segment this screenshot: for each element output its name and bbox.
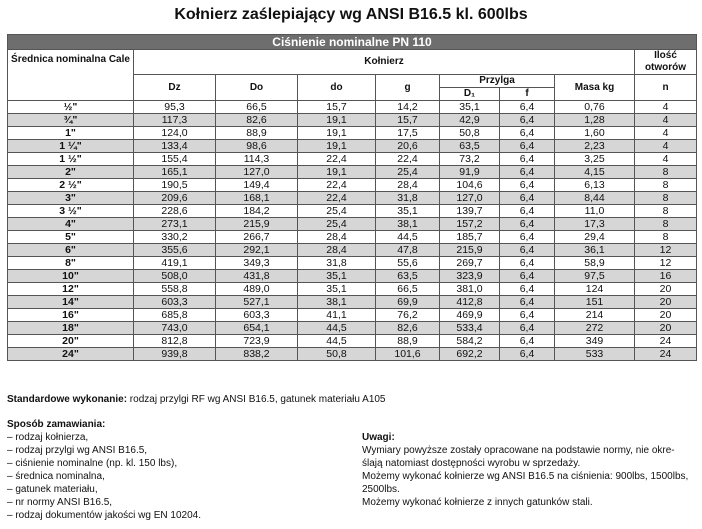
cell-f: 6,4 bbox=[500, 283, 555, 296]
ordering-item: – nr normy ANSI B16.5, bbox=[7, 497, 113, 508]
table-row bbox=[8, 322, 697, 335]
ordering-item: – rodzaj przylgi wg ANSI B16.5, bbox=[7, 445, 148, 456]
header-mass: Masa kg bbox=[555, 75, 635, 101]
cell-dz: 165,1 bbox=[134, 166, 216, 179]
cell-do: 88,9 bbox=[216, 127, 298, 140]
cell-masa: 8,44 bbox=[555, 192, 635, 205]
cell-dd: 22,4 bbox=[298, 179, 376, 192]
table-row bbox=[8, 114, 697, 127]
standard-text: rodzaj przylgi RF wg ANSI B16.5, gatunek materiału A105 bbox=[127, 394, 386, 405]
cell-masa: 124 bbox=[555, 283, 635, 296]
cell-dz: 812,8 bbox=[134, 335, 216, 348]
cell-dd: 22,4 bbox=[298, 153, 376, 166]
cell-dz: 228,6 bbox=[134, 205, 216, 218]
header-flange: Kołnierz bbox=[134, 50, 635, 75]
cell-do: 431,8 bbox=[216, 270, 298, 283]
cell-d1: 215,9 bbox=[440, 244, 500, 257]
cell-f: 6,4 bbox=[500, 231, 555, 244]
cell-g: 15,7 bbox=[376, 114, 440, 127]
cell-size: 4" bbox=[8, 218, 134, 231]
cell-dz: 330,2 bbox=[134, 231, 216, 244]
cell-f: 6,4 bbox=[500, 166, 555, 179]
cell-size: 20" bbox=[8, 335, 134, 348]
ordering-item: – rodzaj dokumentów jakości wg EN 10204. bbox=[7, 510, 201, 521]
cell-d1: 185,7 bbox=[440, 231, 500, 244]
cell-g: 14,2 bbox=[376, 101, 440, 114]
cell-dz: 508,0 bbox=[134, 270, 216, 283]
table-row bbox=[8, 335, 697, 348]
cell-masa: 2,23 bbox=[555, 140, 635, 153]
cell-dz: 273,1 bbox=[134, 218, 216, 231]
cell-do: 114,3 bbox=[216, 153, 298, 166]
cell-dd: 28,4 bbox=[298, 231, 376, 244]
cell-g: 25,4 bbox=[376, 166, 440, 179]
cell-d1: 692,2 bbox=[440, 348, 500, 361]
cell-g: 101,6 bbox=[376, 348, 440, 361]
cell-do: 168,1 bbox=[216, 192, 298, 205]
cell-g: 55,6 bbox=[376, 257, 440, 270]
cell-g: 31,8 bbox=[376, 192, 440, 205]
cell-size: 14" bbox=[8, 296, 134, 309]
cell-size: ¾" bbox=[8, 114, 134, 127]
cell-masa: 0,76 bbox=[555, 101, 635, 114]
cell-g: 28,4 bbox=[376, 179, 440, 192]
cell-size: 3 ½" bbox=[8, 205, 134, 218]
cell-d1: 73,2 bbox=[440, 153, 500, 166]
cell-masa: 97,5 bbox=[555, 270, 635, 283]
cell-n: 20 bbox=[635, 283, 697, 296]
cell-f: 6,4 bbox=[500, 218, 555, 231]
cell-do: 149,4 bbox=[216, 179, 298, 192]
cell-do: 654,1 bbox=[216, 322, 298, 335]
cell-size: 2" bbox=[8, 166, 134, 179]
cell-d1: 63,5 bbox=[440, 140, 500, 153]
cell-dd: 25,4 bbox=[298, 205, 376, 218]
cell-dd: 28,4 bbox=[298, 244, 376, 257]
header-g: g bbox=[376, 75, 440, 101]
table-row bbox=[8, 309, 697, 322]
cell-masa: 1,28 bbox=[555, 114, 635, 127]
cell-n: 16 bbox=[635, 270, 697, 283]
cell-n: 12 bbox=[635, 244, 697, 257]
cell-dd: 35,1 bbox=[298, 270, 376, 283]
cell-dz: 603,3 bbox=[134, 296, 216, 309]
cell-masa: 17,3 bbox=[555, 218, 635, 231]
cell-g: 47,8 bbox=[376, 244, 440, 257]
cell-d1: 269,7 bbox=[440, 257, 500, 270]
cell-g: 20,6 bbox=[376, 140, 440, 153]
cell-n: 8 bbox=[635, 205, 697, 218]
cell-masa: 533 bbox=[555, 348, 635, 361]
cell-d1: 139,7 bbox=[440, 205, 500, 218]
cell-n: 8 bbox=[635, 179, 697, 192]
cell-dd: 19,1 bbox=[298, 127, 376, 140]
cell-f: 6,4 bbox=[500, 348, 555, 361]
cell-dd: 15,7 bbox=[298, 101, 376, 114]
cell-dz: 133,4 bbox=[134, 140, 216, 153]
cell-d1: 533,4 bbox=[440, 322, 500, 335]
ordering-item: – gatunek materiału, bbox=[7, 484, 98, 495]
cell-dz: 155,4 bbox=[134, 153, 216, 166]
header-n: n bbox=[635, 75, 697, 101]
cell-g: 22,4 bbox=[376, 153, 440, 166]
cell-dz: 117,3 bbox=[134, 114, 216, 127]
table-row bbox=[8, 270, 697, 283]
cell-masa: 6,13 bbox=[555, 179, 635, 192]
header-holes: Ilość otworów bbox=[635, 50, 697, 75]
cell-dd: 25,4 bbox=[298, 218, 376, 231]
cell-d1: 323,9 bbox=[440, 270, 500, 283]
cell-do: 184,2 bbox=[216, 205, 298, 218]
cell-do: 603,3 bbox=[216, 309, 298, 322]
header-d1: D₁ bbox=[440, 88, 500, 101]
table-row bbox=[8, 218, 697, 231]
cell-d1: 91,9 bbox=[440, 166, 500, 179]
cell-dd: 19,1 bbox=[298, 166, 376, 179]
cell-dd: 31,8 bbox=[298, 257, 376, 270]
cell-f: 6,4 bbox=[500, 244, 555, 257]
ordering-item: – średnica nominalna, bbox=[7, 471, 105, 482]
cell-dd: 35,1 bbox=[298, 283, 376, 296]
cell-g: 38,1 bbox=[376, 218, 440, 231]
cell-do: 98,6 bbox=[216, 140, 298, 153]
header-face: Przylga bbox=[440, 75, 555, 88]
header-do-small: do bbox=[298, 75, 376, 101]
cell-do: 292,1 bbox=[216, 244, 298, 257]
cell-masa: 4,15 bbox=[555, 166, 635, 179]
cell-size: 1 ½" bbox=[8, 153, 134, 166]
cell-n: 4 bbox=[635, 101, 697, 114]
cell-dz: 419,1 bbox=[134, 257, 216, 270]
cell-dz: 939,8 bbox=[134, 348, 216, 361]
cell-size: 8" bbox=[8, 257, 134, 270]
cell-do: 215,9 bbox=[216, 218, 298, 231]
cell-size: 12" bbox=[8, 283, 134, 296]
notes-section bbox=[362, 431, 697, 509]
cell-dd: 44,5 bbox=[298, 322, 376, 335]
cell-g: 44,5 bbox=[376, 231, 440, 244]
cell-do: 527,1 bbox=[216, 296, 298, 309]
note-line: ślają natomiast dostępności wyrobu w sprzedaży. bbox=[362, 458, 581, 469]
cell-masa: 214 bbox=[555, 309, 635, 322]
cell-f: 6,4 bbox=[500, 309, 555, 322]
standard-label: Standardowe wykonanie: bbox=[7, 394, 128, 405]
cell-do: 66,5 bbox=[216, 101, 298, 114]
note-line: Możemy wykonać kołnierze z innych gatunków stali. bbox=[362, 497, 593, 508]
cell-dd: 38,1 bbox=[298, 296, 376, 309]
cell-n: 8 bbox=[635, 218, 697, 231]
cell-masa: 272 bbox=[555, 322, 635, 335]
cell-size: 1" bbox=[8, 127, 134, 140]
cell-n: 4 bbox=[635, 127, 697, 140]
cell-f: 6,4 bbox=[500, 127, 555, 140]
cell-d1: 50,8 bbox=[440, 127, 500, 140]
cell-g: 35,1 bbox=[376, 205, 440, 218]
cell-masa: 1,60 bbox=[555, 127, 635, 140]
cell-n: 20 bbox=[635, 322, 697, 335]
table-row bbox=[8, 231, 697, 244]
cell-masa: 58,9 bbox=[555, 257, 635, 270]
table-row bbox=[8, 101, 697, 114]
cell-dd: 50,8 bbox=[298, 348, 376, 361]
cell-n: 24 bbox=[635, 335, 697, 348]
header-f: f bbox=[500, 88, 555, 101]
cell-n: 4 bbox=[635, 114, 697, 127]
cell-f: 6,4 bbox=[500, 153, 555, 166]
cell-masa: 3,25 bbox=[555, 153, 635, 166]
cell-do: 489,0 bbox=[216, 283, 298, 296]
cell-d1: 35,1 bbox=[440, 101, 500, 114]
table-row bbox=[8, 205, 697, 218]
cell-size: ½" bbox=[8, 101, 134, 114]
cell-d1: 412,8 bbox=[440, 296, 500, 309]
cell-do: 723,9 bbox=[216, 335, 298, 348]
cell-n: 8 bbox=[635, 166, 697, 179]
cell-dz: 95,3 bbox=[134, 101, 216, 114]
note-line: Wymiary powyższe zostały opracowane na podstawie normy, nie okre- bbox=[362, 445, 675, 456]
notes-text bbox=[362, 444, 697, 509]
cell-d1: 584,2 bbox=[440, 335, 500, 348]
cell-dd: 41,1 bbox=[298, 309, 376, 322]
cell-f: 6,4 bbox=[500, 179, 555, 192]
cell-n: 4 bbox=[635, 140, 697, 153]
cell-dz: 190,5 bbox=[134, 179, 216, 192]
page-title: Kołnierz zaślepiający wg ANSI B16.5 kl. 600lbs bbox=[174, 6, 528, 23]
table-row bbox=[8, 348, 697, 361]
cell-f: 6,4 bbox=[500, 205, 555, 218]
pressure-banner: Ciśnienie nominalne PN 110 bbox=[8, 35, 697, 50]
flange-spec-table bbox=[7, 34, 697, 361]
ordering-list bbox=[7, 431, 201, 522]
cell-dd: 22,4 bbox=[298, 192, 376, 205]
header-do: Do bbox=[216, 75, 298, 101]
ordering-item: – rodzaj kołnierza, bbox=[7, 432, 89, 443]
cell-f: 6,4 bbox=[500, 270, 555, 283]
cell-g: 17,5 bbox=[376, 127, 440, 140]
table-row bbox=[8, 244, 697, 257]
cell-size: 10" bbox=[8, 270, 134, 283]
table-row bbox=[8, 257, 697, 270]
cell-g: 76,2 bbox=[376, 309, 440, 322]
cell-f: 6,4 bbox=[500, 296, 555, 309]
cell-size: 3" bbox=[8, 192, 134, 205]
cell-n: 8 bbox=[635, 231, 697, 244]
cell-masa: 36,1 bbox=[555, 244, 635, 257]
cell-f: 6,4 bbox=[500, 101, 555, 114]
notes-label: Uwagi: bbox=[362, 432, 395, 443]
cell-masa: 29,4 bbox=[555, 231, 635, 244]
cell-do: 82,6 bbox=[216, 114, 298, 127]
cell-f: 6,4 bbox=[500, 257, 555, 270]
cell-g: 69,9 bbox=[376, 296, 440, 309]
cell-size: 16" bbox=[8, 309, 134, 322]
cell-do: 127,0 bbox=[216, 166, 298, 179]
standard-execution bbox=[7, 393, 386, 406]
cell-d1: 42,9 bbox=[440, 114, 500, 127]
cell-d1: 469,9 bbox=[440, 309, 500, 322]
header-dz: Dz bbox=[134, 75, 216, 101]
cell-f: 6,4 bbox=[500, 322, 555, 335]
table-body bbox=[8, 101, 697, 361]
table-row bbox=[8, 179, 697, 192]
cell-dz: 209,6 bbox=[134, 192, 216, 205]
cell-dz: 685,8 bbox=[134, 309, 216, 322]
cell-n: 20 bbox=[635, 296, 697, 309]
cell-dd: 19,1 bbox=[298, 114, 376, 127]
ordering-label: Sposób zamawiania: bbox=[7, 419, 106, 430]
ordering-section bbox=[7, 418, 201, 522]
cell-size: 1 ¼" bbox=[8, 140, 134, 153]
cell-f: 6,4 bbox=[500, 192, 555, 205]
cell-dd: 44,5 bbox=[298, 335, 376, 348]
cell-masa: 11,0 bbox=[555, 205, 635, 218]
cell-size: 24" bbox=[8, 348, 134, 361]
table-row bbox=[8, 127, 697, 140]
cell-d1: 157,2 bbox=[440, 218, 500, 231]
table-row bbox=[8, 166, 697, 179]
cell-size: 2 ½" bbox=[8, 179, 134, 192]
cell-dz: 355,6 bbox=[134, 244, 216, 257]
cell-size: 6" bbox=[8, 244, 134, 257]
cell-size: 18" bbox=[8, 322, 134, 335]
cell-g: 88,9 bbox=[376, 335, 440, 348]
cell-d1: 104,6 bbox=[440, 179, 500, 192]
cell-n: 20 bbox=[635, 309, 697, 322]
cell-g: 63,5 bbox=[376, 270, 440, 283]
cell-n: 12 bbox=[635, 257, 697, 270]
note-line: Możemy wykonać kołnierze wg ANSI B16.5 na ciśnienia: 900lbs, 1500lbs, bbox=[362, 471, 689, 482]
table-row bbox=[8, 153, 697, 166]
table-row bbox=[8, 283, 697, 296]
table-row bbox=[8, 192, 697, 205]
header-nominal-diameter: Średnica nominalna Cale bbox=[8, 50, 134, 101]
cell-n: 24 bbox=[635, 348, 697, 361]
cell-dz: 124,0 bbox=[134, 127, 216, 140]
cell-n: 4 bbox=[635, 153, 697, 166]
ordering-item: – ciśnienie nominalne (np. kl. 150 lbs), bbox=[7, 458, 178, 469]
cell-masa: 151 bbox=[555, 296, 635, 309]
cell-d1: 381,0 bbox=[440, 283, 500, 296]
cell-f: 6,4 bbox=[500, 335, 555, 348]
cell-do: 349,3 bbox=[216, 257, 298, 270]
cell-g: 66,5 bbox=[376, 283, 440, 296]
cell-dz: 558,8 bbox=[134, 283, 216, 296]
cell-do: 266,7 bbox=[216, 231, 298, 244]
cell-dd: 19,1 bbox=[298, 140, 376, 153]
cell-n: 8 bbox=[635, 192, 697, 205]
cell-masa: 349 bbox=[555, 335, 635, 348]
cell-dz: 743,0 bbox=[134, 322, 216, 335]
table-row bbox=[8, 140, 697, 153]
cell-f: 6,4 bbox=[500, 114, 555, 127]
cell-do: 838,2 bbox=[216, 348, 298, 361]
cell-f: 6,4 bbox=[500, 140, 555, 153]
cell-d1: 127,0 bbox=[440, 192, 500, 205]
cell-g: 82,6 bbox=[376, 322, 440, 335]
note-line: 2500lbs. bbox=[362, 484, 400, 495]
table-row bbox=[8, 296, 697, 309]
cell-size: 5" bbox=[8, 231, 134, 244]
